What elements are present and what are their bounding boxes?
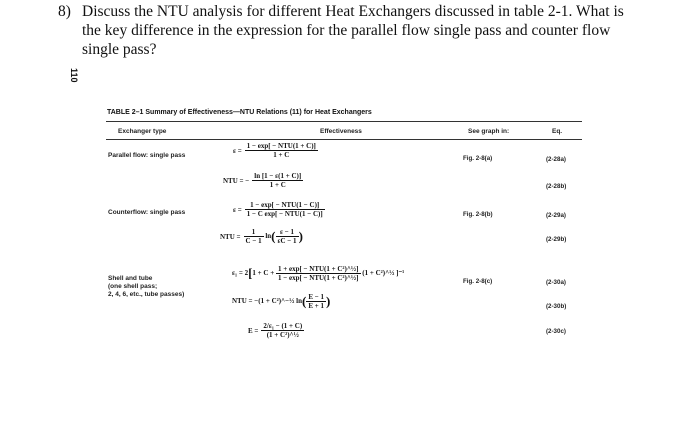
counter-eps-denominator: 1 − C exp[ − NTU(1 − C)] bbox=[246, 210, 323, 218]
shell-label-line-3: 2, 4, 6, etc., tube passes) bbox=[108, 291, 185, 298]
parallel-eps-lhs: ε = bbox=[233, 146, 242, 155]
shell-eps-lhs: ε₁ = 2 bbox=[232, 269, 249, 278]
counter-eq-a: (2-29a) bbox=[546, 212, 566, 219]
parallel-fig: Fig. 2-8(a) bbox=[463, 155, 493, 162]
formula-shell-ntu: NTU = −(1 + C²)^−½ ln( $\frac{E - 1}{E + 1}$ ) bbox=[232, 293, 331, 310]
shell-fig: Fig. 2-8(c) bbox=[463, 278, 493, 285]
formula-shell-e bbox=[248, 322, 304, 339]
shell-eps-numerator: 1 + exp[ − NTU(1 + C²)^½] bbox=[277, 265, 359, 273]
shell-e-numerator: 2/ε₁ − (1 + C) bbox=[263, 322, 303, 330]
table-top-rule bbox=[106, 121, 582, 122]
formula-parallel-effectiveness bbox=[233, 142, 318, 159]
page-number: 110 bbox=[69, 68, 79, 83]
formula-counter-effectiveness bbox=[233, 201, 325, 218]
header-exchanger-type: Exchanger type bbox=[118, 128, 167, 135]
header-eq: Eq. bbox=[552, 128, 563, 135]
parallel-eq-b: (2-28b) bbox=[546, 183, 567, 190]
counter-ntu-lhs: NTU = bbox=[220, 232, 241, 241]
shell-eps-inner: 1 + C + bbox=[252, 269, 275, 278]
parallel-eps-denominator: 1 + C bbox=[273, 151, 290, 159]
parallel-ntu-denominator: 1 + C bbox=[269, 181, 286, 189]
counter-fig: Fig. 2-8(b) bbox=[463, 211, 493, 218]
counter-ntu-ln: ln bbox=[265, 232, 272, 241]
shell-ntu-arg-denominator: E + 1 bbox=[308, 302, 324, 310]
header-see-graph: See graph in: bbox=[468, 128, 510, 135]
shell-e-denominator: (1 + C²)^½ bbox=[266, 331, 299, 339]
counter-ntu-coef-denominator: C − 1 bbox=[245, 237, 262, 245]
parallel-ntu-lhs: NTU = − bbox=[223, 176, 250, 185]
table-title: TABLE 2–1 Summary of Effectiveness—NTU Relations (11) for Heat Exchangers bbox=[107, 109, 372, 116]
counter-ntu-arg-denominator: εC − 1 bbox=[277, 237, 297, 245]
row-label-counterflow: Counterflow: single pass bbox=[108, 209, 186, 216]
formula-counter-ntu: NTU = $\frac{1}{C - 1}$ ln( $\frac{\varepsilon - 1}{\varepsilon C - 1}$ ) bbox=[220, 228, 303, 245]
shell-eps-denominator: 1 − exp[ − NTU(1 + C²)^½] bbox=[277, 274, 359, 282]
table-header-rule bbox=[106, 139, 582, 140]
shell-ntu-arg-numerator: E − 1 bbox=[308, 293, 324, 301]
question-line-1: Discuss the NTU analysis for different Heat Exchangers discussed in table 2-1. What is bbox=[82, 3, 624, 20]
question-line-2: the key difference in the expression for the parallel flow single pass and counter flow bbox=[82, 22, 611, 39]
formula-parallel-ntu bbox=[223, 172, 303, 189]
shell-eps-tail: (1 + C²)^½ ]⁻¹ bbox=[362, 269, 405, 278]
shell-ntu-expr: NTU = −(1 + C²)^−½ ln bbox=[232, 297, 302, 306]
shell-label-line-2: (one shell pass; bbox=[108, 283, 158, 290]
shell-eq-c: (2-30c) bbox=[546, 328, 566, 335]
question-text bbox=[82, 2, 682, 59]
shell-eq-a: (2-30a) bbox=[546, 279, 566, 286]
counter-eq-b: (2-29b) bbox=[546, 236, 567, 243]
shell-eq-b: (2-30b) bbox=[546, 303, 567, 310]
question-number: 8) bbox=[58, 3, 71, 20]
shell-label-line-1: Shell and tube bbox=[108, 275, 153, 282]
parallel-ntu-numerator: ln [1 − ε(1 + C)] bbox=[254, 172, 302, 180]
question-line-3: single pass? bbox=[82, 41, 157, 58]
formula-shell-effectiveness: ε₁ = 2[1 + C + $\frac{\text{1 + exp[ − NTU(1 + C²)\textasciicircum{}½]}}{\text{1 − exp[ − NTU(1 + C²)\textasciicircum{}½]}}$ (1 + C²)^½ ]⁻¹ bbox=[232, 265, 405, 282]
header-effectiveness: Effectiveness bbox=[320, 128, 362, 135]
counter-ntu-coef-numerator: 1 bbox=[244, 228, 264, 237]
row-label-parallel: Parallel flow: single pass bbox=[108, 152, 186, 159]
counter-eps-lhs: ε = bbox=[233, 205, 242, 214]
shell-e-lhs: E = bbox=[248, 326, 259, 335]
counter-ntu-arg-numerator: ε − 1 bbox=[276, 228, 299, 237]
counter-eps-numerator: 1 − exp[ − NTU(1 − C)] bbox=[245, 201, 325, 210]
parallel-eps-numerator: 1 − exp[ − NTU(1 + C)] bbox=[246, 142, 316, 150]
parallel-eq-a: (2-28a) bbox=[546, 156, 566, 163]
row-label-shell bbox=[108, 275, 184, 299]
